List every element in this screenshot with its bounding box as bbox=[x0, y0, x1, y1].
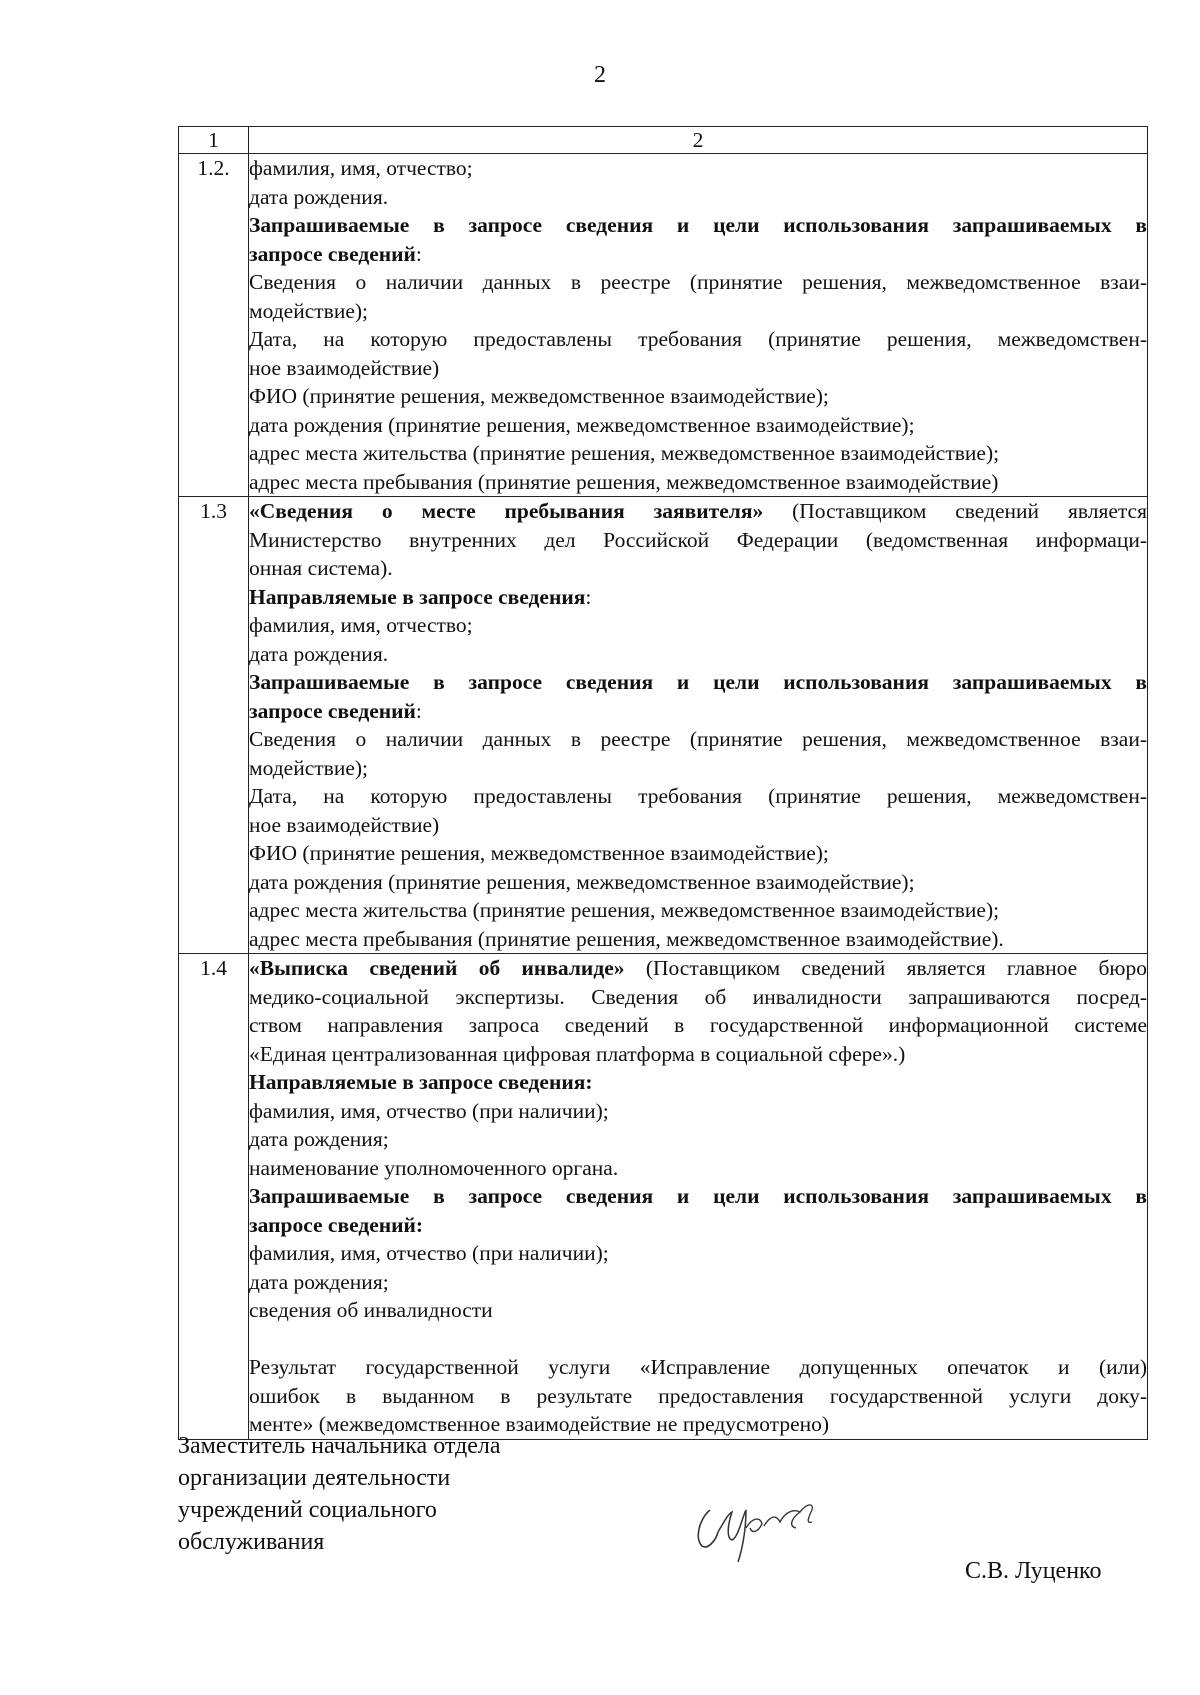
signatory-position-line: учреждений социального bbox=[178, 1497, 437, 1523]
content-line bbox=[249, 1040, 1147, 1069]
plain-text: Результат государственной услуги «Исправление допущенных опечаток и (или) bbox=[249, 1355, 1147, 1379]
plain-text: сведения об инвалидности bbox=[249, 1298, 493, 1322]
content-line bbox=[249, 611, 1147, 640]
content-line bbox=[249, 183, 1147, 212]
plain-text: адрес места пребывания (принятие решения, межведомственное взаимодействие). bbox=[249, 926, 1004, 951]
plain-text: ное взаимодействие) bbox=[249, 355, 440, 380]
plain-text: фамилия, имя, отчество; bbox=[249, 613, 473, 637]
plain-text: дата рождения. bbox=[249, 641, 389, 666]
plain-text: Сведения о наличии данных в реестре (принятие решения, межведомственное взаи- bbox=[249, 270, 1147, 294]
content-line bbox=[249, 839, 1147, 868]
content-line bbox=[249, 1382, 1147, 1411]
plain-text: ФИО (принятие решения, межведомственное взаимодействие); bbox=[249, 384, 829, 408]
plain-text: : bbox=[585, 584, 592, 609]
content-line bbox=[249, 697, 1147, 726]
row-content bbox=[249, 497, 1148, 954]
table-row bbox=[179, 497, 1148, 954]
content-line bbox=[249, 554, 1147, 583]
content-line bbox=[249, 1097, 1147, 1126]
content-line bbox=[249, 725, 1147, 754]
plain-text: Министерство внутренних дел Российской Федерации (ведомственная информаци- bbox=[249, 527, 1147, 552]
content-line bbox=[249, 583, 1147, 612]
plain-text: фамилия, имя, отчество (при наличии); bbox=[249, 1241, 609, 1265]
bold-text: запросе сведений bbox=[249, 241, 416, 266]
plain-text: : bbox=[415, 241, 422, 266]
plain-text: адрес места жительства (принятие решения, межведомственное взаимодействие); bbox=[249, 441, 1000, 465]
plain-text: Сведения о наличии данных в реестре (принятие решения, межведомственное взаи- bbox=[249, 727, 1147, 751]
plain-text: Дата, на которую предоставлены требования (принятие решения, межведомствен- bbox=[249, 327, 1147, 351]
signatory-position bbox=[178, 1430, 501, 1558]
row-number: 1.4 bbox=[179, 954, 249, 1440]
plain-text: ством направления запроса сведений в государственной информационной системе bbox=[249, 1013, 1147, 1037]
content-line bbox=[249, 925, 1147, 954]
plain-text: (Поставщиком сведений является главное бюро bbox=[624, 956, 1147, 980]
content-line bbox=[249, 411, 1147, 440]
plain-text: дата рождения; bbox=[249, 1269, 389, 1294]
content-line bbox=[249, 297, 1147, 326]
content-line bbox=[249, 268, 1147, 297]
content-line bbox=[249, 868, 1147, 897]
content-line bbox=[249, 382, 1147, 411]
plain-text: «Единая централизованная цифровая платформа в социальной сфере».) bbox=[249, 1041, 906, 1066]
plain-text: наименование уполномоченного органа. bbox=[249, 1155, 619, 1180]
content-line bbox=[249, 211, 1147, 240]
signatory-position-line: обслуживания bbox=[178, 1529, 325, 1555]
bold-text: «Сведения о месте пребывания заявителя» bbox=[249, 499, 764, 523]
content-line bbox=[249, 754, 1147, 783]
content-line bbox=[249, 1296, 1147, 1325]
plain-text: дата рождения. bbox=[249, 184, 389, 209]
row-number: 1.2. bbox=[179, 154, 249, 497]
plain-text: : bbox=[415, 698, 422, 723]
content-line bbox=[249, 1211, 1147, 1240]
content-line bbox=[249, 1182, 1147, 1211]
plain-text: менте» (межведомственное взаимодействие не предусмотрено) bbox=[249, 1412, 830, 1436]
plain-text: фамилия, имя, отчество (при наличии); bbox=[249, 1098, 609, 1123]
plain-text: адрес места пребывания (принятие решения, межведомственное взаимодействие) bbox=[249, 469, 999, 494]
plain-text: модействие); bbox=[249, 298, 368, 323]
table-row bbox=[179, 954, 1148, 1440]
plain-text: фамилия, имя, отчество; bbox=[249, 156, 473, 180]
row-number: 1.3 bbox=[179, 497, 249, 954]
row-content bbox=[249, 154, 1148, 497]
bold-text: Направляемые в запросе сведения bbox=[249, 584, 586, 609]
content-line bbox=[249, 811, 1147, 840]
bold-text: Запрашиваемые в запросе сведения и цели использования запрашиваемых в bbox=[249, 670, 1147, 694]
content-line bbox=[249, 954, 1147, 983]
row-content bbox=[249, 954, 1148, 1440]
column-header-content: 2 bbox=[249, 127, 1148, 154]
content-line bbox=[249, 640, 1147, 669]
page-number: 2 bbox=[594, 62, 606, 88]
content-line bbox=[249, 325, 1147, 354]
signatory-name: С.В. Луценко bbox=[965, 1558, 1102, 1584]
plain-text: модействие); bbox=[249, 755, 368, 780]
content-line bbox=[249, 782, 1147, 811]
content-line bbox=[249, 983, 1147, 1012]
bold-text: запросе сведений bbox=[249, 698, 416, 723]
content-line bbox=[249, 1125, 1147, 1154]
content-line bbox=[249, 1239, 1147, 1268]
plain-text: онная система). bbox=[249, 556, 393, 580]
bold-text: Направляемые в запросе сведения: bbox=[249, 1070, 593, 1094]
bold-text: «Выписка сведений об инвалиде» bbox=[249, 956, 625, 980]
blank-line bbox=[249, 1325, 1147, 1354]
plain-text: (Поставщиком сведений является bbox=[763, 499, 1147, 523]
bold-text: запросе сведений: bbox=[249, 1212, 424, 1237]
plain-text: Дата, на которую предоставлены требования (принятие решения, межведомствен- bbox=[249, 784, 1147, 808]
handwritten-signature bbox=[688, 1488, 838, 1568]
content-line bbox=[249, 497, 1147, 526]
content-line bbox=[249, 896, 1147, 925]
content-line bbox=[249, 439, 1147, 468]
content-line bbox=[249, 240, 1147, 269]
content-line bbox=[249, 154, 1147, 183]
column-header-number: 1 bbox=[179, 127, 249, 154]
bold-text: Запрашиваемые в запросе сведения и цели использования запрашиваемых в bbox=[249, 1184, 1147, 1208]
plain-text: ФИО (принятие решения, межведомственное взаимодействие); bbox=[249, 841, 829, 865]
content-line bbox=[249, 1154, 1147, 1183]
content-line bbox=[249, 1068, 1147, 1097]
signatory-position-line: организации деятельности bbox=[178, 1465, 451, 1491]
bold-text: Запрашиваемые в запросе сведения и цели использования запрашиваемых в bbox=[249, 213, 1147, 237]
requirements-table bbox=[178, 126, 1148, 1440]
content-line bbox=[249, 526, 1147, 555]
content-line bbox=[249, 1268, 1147, 1297]
content-line bbox=[249, 1011, 1147, 1040]
signatory-position-line: Заместитель начальника отдела bbox=[178, 1433, 501, 1459]
plain-text: дата рождения (принятие решения, межведомственное взаимодействие); bbox=[249, 869, 915, 894]
content-line bbox=[249, 468, 1147, 497]
plain-text: ное взаимодействие) bbox=[249, 812, 440, 837]
content-line bbox=[249, 668, 1147, 697]
table-row bbox=[179, 154, 1148, 497]
table-header-row bbox=[179, 127, 1148, 154]
plain-text: медико-социальной экспертизы. Сведения об инвалидности запрашиваются посред- bbox=[249, 984, 1147, 1009]
plain-text: дата рождения; bbox=[249, 1127, 389, 1151]
plain-text: ошибок в выданном в результате предоставления государственной услуги доку- bbox=[249, 1383, 1147, 1408]
plain-text: адрес места жительства (принятие решения, межведомственное взаимодействие); bbox=[249, 898, 1000, 922]
plain-text: дата рождения (принятие решения, межведомственное взаимодействие); bbox=[249, 412, 915, 437]
content-line bbox=[249, 1353, 1147, 1382]
content-line bbox=[249, 354, 1147, 383]
